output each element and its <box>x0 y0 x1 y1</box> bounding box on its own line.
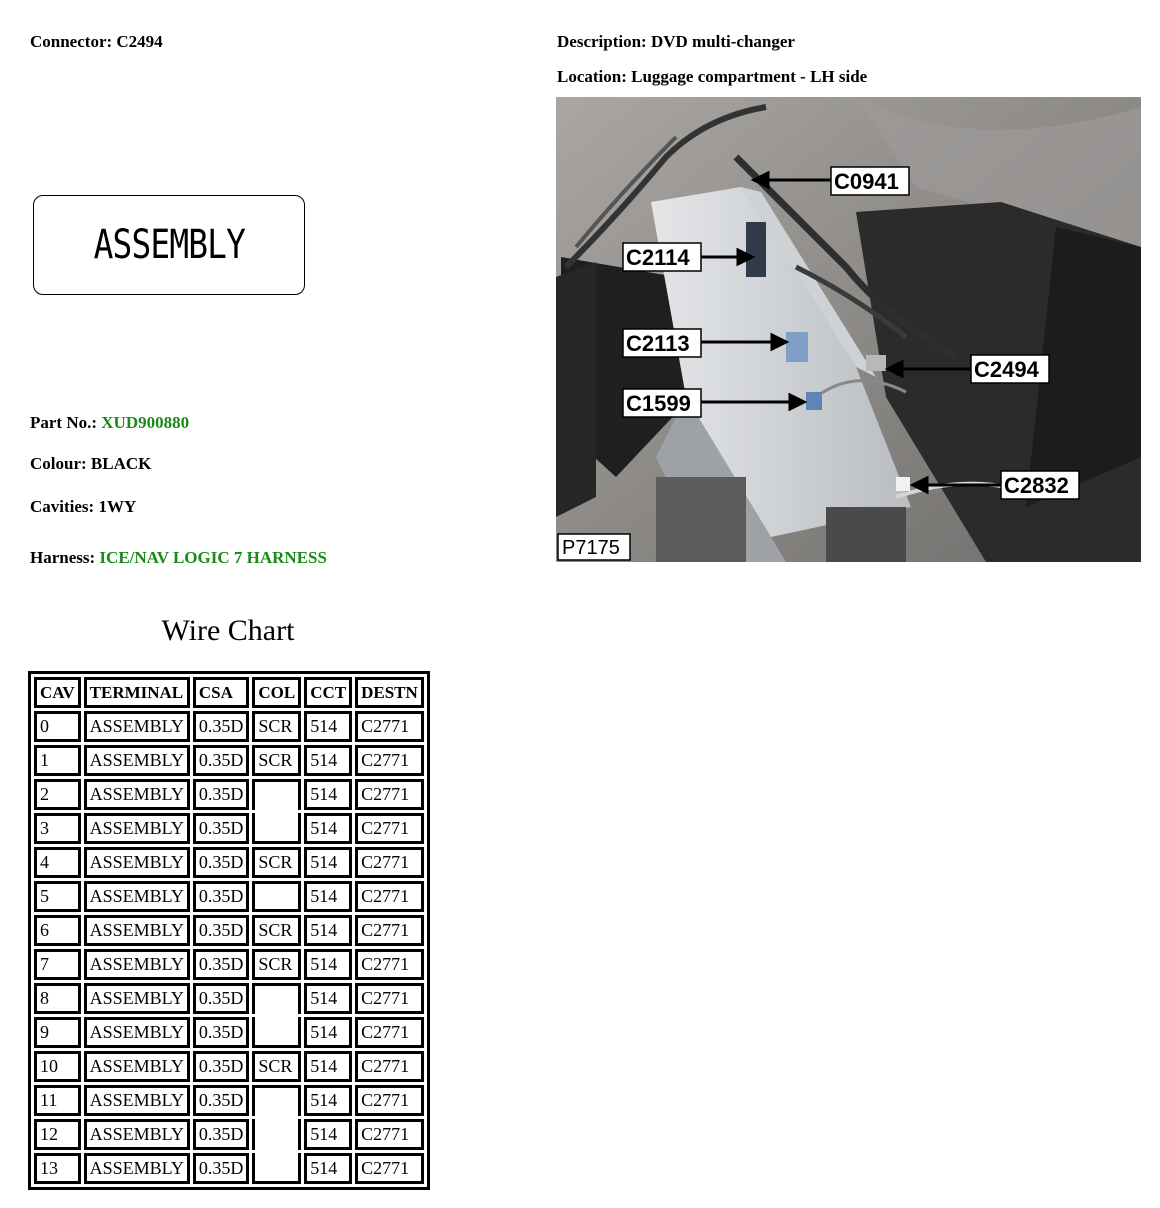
table-row <box>34 813 424 844</box>
connector-value: C2494 <box>116 32 163 51</box>
wire-chart-title: Wire Chart <box>161 614 295 647</box>
cell-terminal: ASSEMBLY <box>84 1153 190 1184</box>
location-value: Luggage compartment - LH side <box>631 67 868 86</box>
colour-label: Colour: <box>30 454 87 473</box>
table-row <box>34 1119 424 1150</box>
cell-cct: 514 <box>304 949 352 980</box>
cell-terminal: ASSEMBLY <box>84 881 190 912</box>
cell-csa: 0.35D <box>193 779 250 810</box>
table-row <box>34 1051 424 1082</box>
wire-chart-body <box>34 711 424 1184</box>
cell-csa: 0.35D <box>193 745 250 776</box>
cell-terminal: ASSEMBLY <box>84 711 190 742</box>
cell-cct: 514 <box>304 1017 352 1048</box>
assembly-box-text: ASSEMBLY <box>93 222 245 268</box>
cell-destn: C2771 <box>355 1085 424 1116</box>
connector-field <box>30 32 163 52</box>
column-header-col: COL <box>252 677 301 708</box>
cell-destn: C2771 <box>355 711 424 742</box>
photo-figure-id: P7175 <box>562 537 620 559</box>
cell-destn: C2771 <box>355 949 424 980</box>
harness-label: Harness: <box>30 548 96 567</box>
cavities-field <box>30 497 136 517</box>
cell-destn: C2771 <box>355 779 424 810</box>
cell-csa: 0.35D <box>193 915 250 946</box>
cell-terminal: ASSEMBLY <box>84 1085 190 1116</box>
cell-col: SCR <box>252 745 301 776</box>
location-photo <box>556 97 1141 562</box>
cell-terminal: ASSEMBLY <box>84 915 190 946</box>
cell-destn: C2771 <box>355 915 424 946</box>
cell-cct: 514 <box>304 983 352 1014</box>
table-row <box>34 711 424 742</box>
table-row <box>34 847 424 878</box>
table-row <box>34 983 424 1014</box>
table-row <box>34 949 424 980</box>
connector-face-drawing <box>33 195 305 295</box>
cell-col <box>252 881 301 912</box>
table-row <box>34 1017 424 1048</box>
harness-link[interactable]: ICE/NAV LOGIC 7 HARNESS <box>99 548 327 567</box>
location-photo-drawing <box>556 97 1141 562</box>
table-row <box>34 1085 424 1116</box>
cell-col: SCR <box>252 847 301 878</box>
cell-csa: 0.35D <box>193 813 250 844</box>
cell-cav: 4 <box>34 847 81 878</box>
cell-col: SCR <box>252 915 301 946</box>
connector-label: Connector: <box>30 32 113 51</box>
cell-terminal: ASSEMBLY <box>84 949 190 980</box>
cell-cct: 514 <box>304 779 352 810</box>
cell-terminal: ASSEMBLY <box>84 1119 190 1150</box>
column-header-destn: DESTN <box>355 677 424 708</box>
cell-col <box>252 779 301 810</box>
cell-destn: C2771 <box>355 881 424 912</box>
photo-label-c2832: C2832 <box>1004 473 1069 498</box>
cell-destn: C2771 <box>355 813 424 844</box>
photo-label-c2113: C2113 <box>626 331 690 356</box>
cell-cct: 514 <box>304 1051 352 1082</box>
cell-cct: 514 <box>304 1153 352 1184</box>
cell-col <box>252 813 301 844</box>
cell-cct: 514 <box>304 813 352 844</box>
cell-destn: C2771 <box>355 1119 424 1150</box>
cell-terminal: ASSEMBLY <box>84 983 190 1014</box>
cell-csa: 0.35D <box>193 1017 250 1048</box>
cell-csa: 0.35D <box>193 983 250 1014</box>
cell-cct: 514 <box>304 745 352 776</box>
cell-cav: 3 <box>34 813 81 844</box>
cell-terminal: ASSEMBLY <box>84 745 190 776</box>
cavities-value: 1WY <box>98 497 137 516</box>
colour-value: BLACK <box>90 454 152 473</box>
wire-chart-table <box>28 671 430 1190</box>
cell-cav: 11 <box>34 1085 81 1116</box>
cell-cav: 9 <box>34 1017 81 1048</box>
cell-terminal: ASSEMBLY <box>84 847 190 878</box>
cell-terminal: ASSEMBLY <box>84 779 190 810</box>
colour-field <box>30 454 151 474</box>
part-number-label: Part No.: <box>30 413 98 432</box>
cell-cav: 13 <box>34 1153 81 1184</box>
cell-csa: 0.35D <box>193 847 250 878</box>
cell-terminal: ASSEMBLY <box>84 1017 190 1048</box>
cell-terminal: ASSEMBLY <box>84 1051 190 1082</box>
cell-csa: 0.35D <box>193 1119 250 1150</box>
location-label: Location: <box>557 67 627 86</box>
cell-terminal: ASSEMBLY <box>84 813 190 844</box>
part-number-link[interactable]: XUD900880 <box>101 413 190 432</box>
description-label: Description: <box>557 32 647 51</box>
photo-label-c2494: C2494 <box>974 357 1039 382</box>
cell-csa: 0.35D <box>193 1153 250 1184</box>
cell-destn: C2771 <box>355 983 424 1014</box>
description-value: DVD multi-changer <box>650 32 795 51</box>
cavities-label: Cavities: <box>30 497 95 516</box>
cell-col <box>252 1017 301 1048</box>
cell-col <box>252 1119 301 1150</box>
cell-cav: 0 <box>34 711 81 742</box>
cell-destn: C2771 <box>355 1153 424 1184</box>
description-field <box>557 32 795 52</box>
table-row <box>34 745 424 776</box>
cell-csa: 0.35D <box>193 949 250 980</box>
cell-col: SCR <box>252 1051 301 1082</box>
cell-col <box>252 1153 301 1184</box>
cell-cct: 514 <box>304 881 352 912</box>
harness-field <box>30 548 327 568</box>
cell-col <box>252 983 301 1014</box>
cell-cav: 6 <box>34 915 81 946</box>
table-row <box>34 779 424 810</box>
cell-destn: C2771 <box>355 1051 424 1082</box>
cell-cav: 10 <box>34 1051 81 1082</box>
column-header-terminal: TERMINAL <box>84 677 190 708</box>
wire-chart-header-row <box>34 677 424 708</box>
table-row <box>34 915 424 946</box>
column-header-cav: CAV <box>34 677 81 708</box>
table-row <box>34 881 424 912</box>
part-number-field <box>30 413 189 433</box>
cell-cav: 12 <box>34 1119 81 1150</box>
column-header-cct: CCT <box>304 677 352 708</box>
cell-cct: 514 <box>304 1085 352 1116</box>
cell-col: SCR <box>252 711 301 742</box>
cell-csa: 0.35D <box>193 711 250 742</box>
cell-destn: C2771 <box>355 1017 424 1048</box>
cell-cct: 514 <box>304 847 352 878</box>
location-field <box>557 67 867 87</box>
cell-col <box>252 1085 301 1116</box>
cell-cav: 1 <box>34 745 81 776</box>
cell-cct: 514 <box>304 1119 352 1150</box>
cell-cct: 514 <box>304 711 352 742</box>
table-row <box>34 1153 424 1184</box>
cell-cav: 5 <box>34 881 81 912</box>
column-header-csa: CSA <box>193 677 250 708</box>
cell-csa: 0.35D <box>193 881 250 912</box>
cell-cav: 7 <box>34 949 81 980</box>
cell-csa: 0.35D <box>193 1051 250 1082</box>
photo-label-c0941: C0941 <box>834 169 899 194</box>
cell-cav: 2 <box>34 779 81 810</box>
cell-col: SCR <box>252 949 301 980</box>
photo-label-c1599: C1599 <box>626 391 691 416</box>
cell-csa: 0.35D <box>193 1085 250 1116</box>
photo-label-c2114: C2114 <box>626 245 690 270</box>
cell-destn: C2771 <box>355 847 424 878</box>
cell-cav: 8 <box>34 983 81 1014</box>
cell-destn: C2771 <box>355 745 424 776</box>
cell-cct: 514 <box>304 915 352 946</box>
